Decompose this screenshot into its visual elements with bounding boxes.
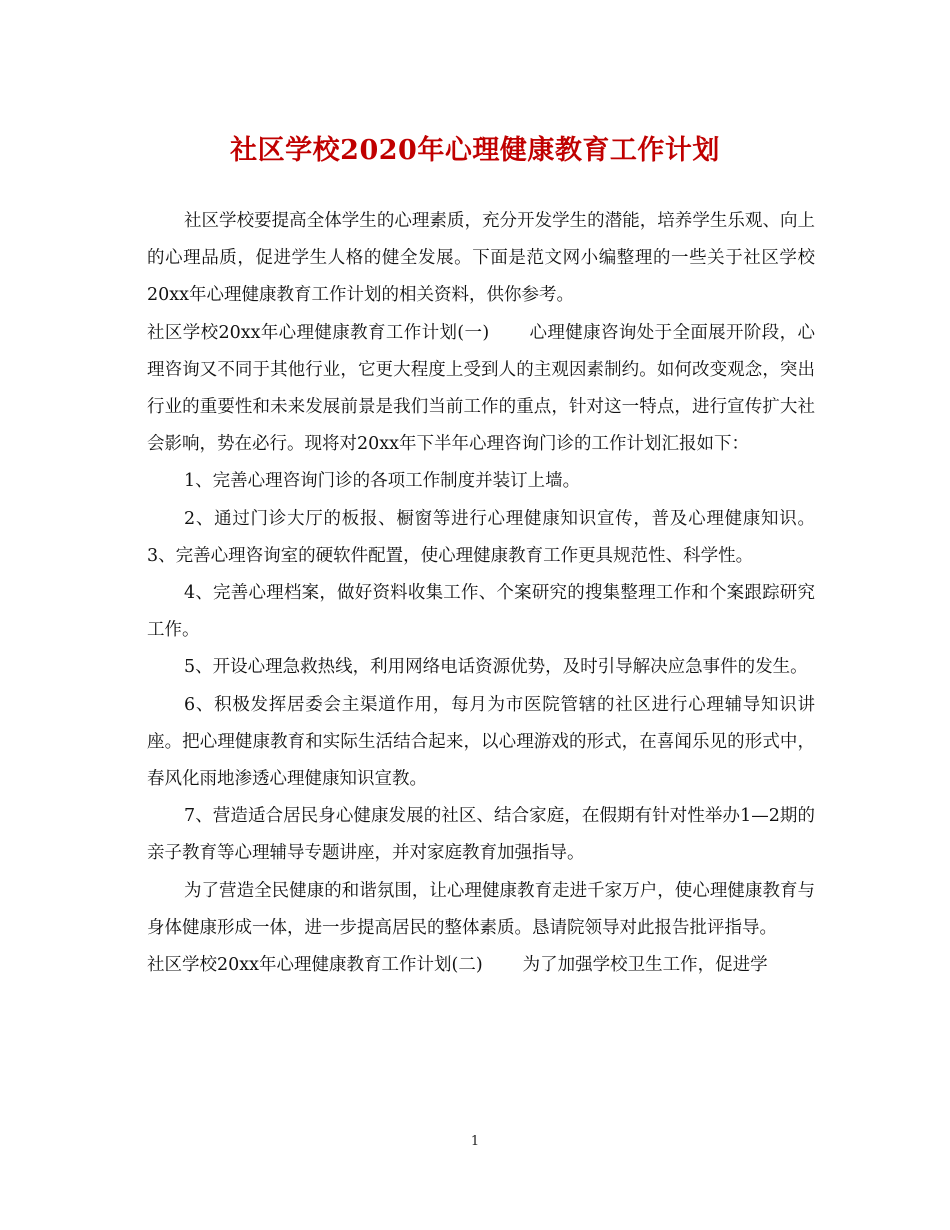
- page-number: 1: [470, 1134, 480, 1149]
- list-item-2: 2、通过门诊大厅的板报、橱窗等进行心理健康知识宣传，普及心理健康知识。 3、完善心理咨询室的硬软件配置，使心理健康教育工作更具规范性、科学性。: [147, 508, 815, 566]
- section-2-paragraph: [147, 947, 815, 984]
- section-1-paragraph: [147, 315, 815, 464]
- closing-paragraph: 为了营造全民健康的和谐氛围，让心理健康教育走进千家万户，使心理健康教育与身体健康形成一体，进一步提高居民的整体素质。恳请院领导对此报告批评指导。: [147, 880, 815, 938]
- list-item-1: 1、完善心理咨询门诊的各项工作制度并装订上墙。: [184, 471, 581, 492]
- section-1-heading: 社区学校20xx年心理健康教育工作计划(一): [147, 322, 490, 343]
- document-title: 社区学校2020年心理健康教育工作计划: [230, 135, 720, 166]
- section-2-heading: 社区学校20xx年心理健康教育工作计划(二): [147, 955, 483, 976]
- list-item-6: 6、积极发挥居委会主渠道作用，每月为市医院管辖的社区进行心理辅导知识讲座。把心理健康教育和实际生活结合起来，以心理游戏的形式，在喜闻乐见的形式中，春风化雨地渗透心理健康知识宣教。: [147, 694, 815, 790]
- list-item-4: 4、完善心理档案，做好资料收集工作、个案研究的搜集整理工作和个案跟踪研究工作。: [147, 583, 815, 641]
- section-2-opening: 为了加强学校卫生工作，促进学: [522, 955, 768, 976]
- section-1-opening: 心理健康咨询处于全面展开阶段，心理咨询又不同于其他行业，它更大程度上受到人的主观因素制约。如何改变观念，突出行业的重要性和未来发展前景是我们当前工作的重点，针对这一特点，进行宣传扩大社会影响，势在必行。现将对20xx年下半年心理咨询门诊的工作计划汇报如下：: [147, 322, 815, 455]
- list-item-7: 7、营造适合居民身心健康发展的社区、结合家庭，在假期有针对性举办1—2期的亲子教育等心理辅导专题讲座，并对家庭教育加强指导。: [147, 806, 815, 864]
- intro-paragraph: 社区学校要提高全体学生的心理素质，充分开发学生的潜能，培养学生乐观、向上的心理品质，促进学生人格的健全发展。下面是范文网小编整理的一些关于社区学校20xx年心理健康教育工作计划的相关资料，供你参考。: [147, 211, 815, 306]
- list-item-5: 5、开设心理急救热线，利用网络电话资源优势，及时引导解决应急事件的发生。: [184, 657, 808, 678]
- document-body: [147, 203, 815, 984]
